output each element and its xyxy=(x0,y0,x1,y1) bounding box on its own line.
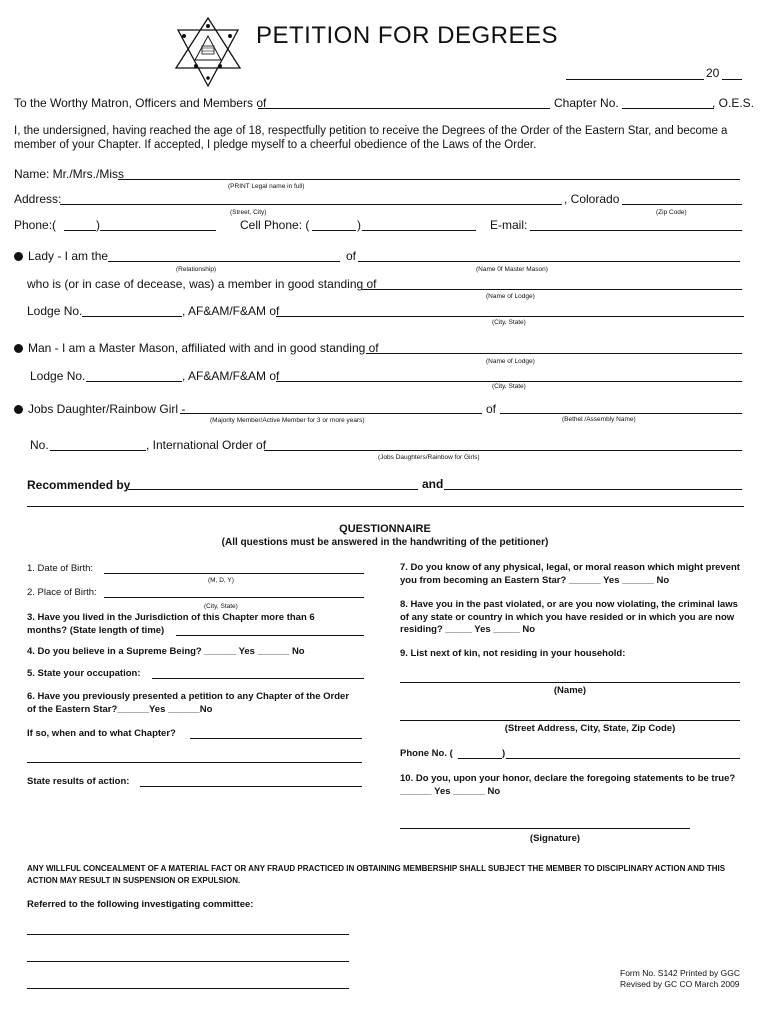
to-worthy-matron-label: To the Worthy Matron, Officers and Members of xyxy=(14,96,267,110)
q7-label: 7. Do you know of any physical, legal, or moral reason which might prevent you from becoming an Eastern Star? ______ Yes ______ No xyxy=(400,562,740,586)
man-city-state-field[interactable] xyxy=(276,381,742,382)
man-lodge-no-field[interactable] xyxy=(86,381,182,382)
recommended-and-label: and xyxy=(422,477,444,491)
relationship-hint: (Relationship) xyxy=(176,266,217,273)
zip-field[interactable] xyxy=(622,204,742,205)
cell-close: ) xyxy=(357,218,361,232)
street-city-hint: (Street, City) xyxy=(230,209,267,216)
cell-phone-field[interactable] xyxy=(362,230,476,231)
occupation-field[interactable] xyxy=(152,678,364,679)
form-number: Form No. S142 Printed by GGC xyxy=(620,968,740,978)
who-is-label: who is (or in case of decease, was) a member in good standing of xyxy=(27,277,377,291)
kin-address-field[interactable] xyxy=(400,720,740,721)
jobs-daughters-hint: (Jobs Daughters/Rainbow for Girls) xyxy=(378,454,480,461)
kin-name-field[interactable] xyxy=(400,682,740,683)
majority-hint: (Majority Member/Active Member for 3 or more years) xyxy=(210,417,365,424)
intl-order-field[interactable] xyxy=(264,450,742,451)
lady-city-state-field[interactable] xyxy=(276,316,744,317)
cell-area-field[interactable] xyxy=(312,230,356,231)
name-field[interactable] xyxy=(118,179,740,180)
recommended-by-field-1[interactable] xyxy=(128,489,418,490)
kin-phone-close: ) xyxy=(502,748,506,759)
q3-label: 3. Have you lived in the Jurisdiction of this Chapter more than 6 months? (State length of time) xyxy=(27,612,315,636)
q2-label: 2. Place of Birth: xyxy=(27,587,97,598)
residence-length-field[interactable] xyxy=(176,635,364,636)
separator-line xyxy=(27,506,744,507)
warning-text: ANY WILLFUL CONCEALMENT OF A MATERIAL FACT OR ANY FRAUD PRACTICED IN OBTAINING MEMBERSHIP SHALL SUBJECT THE MEMBER TO DISCIPLINARY ACTION AND THIS ACTION MAY RESULT IN SUSPENSION OR EXPULSION. xyxy=(27,864,726,885)
oes-label: , O.E.S. xyxy=(712,96,755,110)
state-results-label: State results of action: xyxy=(27,776,130,787)
phone-area-field[interactable] xyxy=(64,230,96,231)
q4-label: 4. Do you believe in a Supreme Being? ______ Yes ______ No xyxy=(27,646,305,657)
q8-label: 8. Have you in the past violated, or are you now violating, the criminal laws of any state or country in which you have resided or in which you are now residing? _____ Yes _____ No xyxy=(400,599,738,635)
previous-chapter-field[interactable] xyxy=(190,738,362,739)
place-of-birth-hint: (City, State) xyxy=(204,603,238,610)
man-label: Man - I am a Master Mason, affiliated with and in good standing of xyxy=(28,341,379,355)
master-mason-name-field[interactable] xyxy=(358,261,740,262)
lady-lodge-name-field[interactable] xyxy=(362,289,742,290)
jobs-of-label: of xyxy=(486,402,497,416)
chapter-no-field[interactable] xyxy=(622,108,714,109)
signature-field[interactable] xyxy=(400,828,690,829)
jobs-no-field[interactable] xyxy=(50,450,146,451)
phone-label: Phone:( xyxy=(14,218,57,232)
state-results-field[interactable] xyxy=(140,786,362,787)
man-lodge-no-label: Lodge No. xyxy=(30,369,86,383)
previous-chapter-field-2[interactable] xyxy=(27,762,362,763)
man-lodge-name-field[interactable] xyxy=(366,353,742,354)
lady-lodge-no-label: Lodge No. xyxy=(27,304,83,318)
bullet-icon xyxy=(14,252,23,261)
bullet-icon xyxy=(14,405,23,414)
intl-order-label: , International Order of xyxy=(146,438,267,452)
chapter-name-field[interactable] xyxy=(258,108,550,109)
majority-member-field[interactable] xyxy=(180,413,482,414)
jobs-label: Jobs Daughter/Rainbow Girl - xyxy=(28,402,186,416)
jobs-row xyxy=(14,402,185,416)
lady-label: Lady - I am the xyxy=(28,249,109,263)
committee-field-2[interactable] xyxy=(27,961,349,962)
name-label: Name: Mr./Mrs./Miss xyxy=(14,167,124,181)
zip-code-hint: (Zip Code) xyxy=(656,209,687,216)
phone-close: ) xyxy=(96,218,100,232)
master-mason-hint: (Name 0f Master Mason) xyxy=(476,266,548,273)
kin-address-hint: (Street Address, City, State, Zip Code) xyxy=(504,723,676,734)
relationship-field[interactable] xyxy=(108,261,340,262)
revised-note: Revised by GC CO March 2009 xyxy=(620,979,740,989)
committee-field-3[interactable] xyxy=(27,988,349,989)
bullet-icon xyxy=(14,344,23,353)
man-row xyxy=(14,341,379,355)
questionnaire-subtitle: (All questions must be answered in the handwriting of the petitioner) xyxy=(221,537,549,548)
dob-field[interactable] xyxy=(104,573,364,574)
bethel-name-field[interactable] xyxy=(500,413,742,414)
recommended-by-field-2[interactable] xyxy=(444,489,742,490)
date-year-prefix: 20 xyxy=(706,66,720,80)
date-year-field[interactable] xyxy=(722,79,742,80)
date-field[interactable] xyxy=(566,79,704,80)
dob-hint: (M, D, Y) xyxy=(208,577,234,584)
cell-phone-label: Cell Phone: ( xyxy=(240,218,310,232)
intro-paragraph: I, the undersigned, having reached the age of 18, respectfully petition to receive the Degrees of the Order of the Eastern Star, and become a member of your Chapter. If accepted, I pledge myself to a cheerful obedience of the Laws of the Order. xyxy=(14,125,728,151)
q6-label: 6. Have you previously presented a petition to any Chapter of the Order of the Eastern Star?______Yes ______No xyxy=(27,691,350,715)
q1-label: 1. Date of Birth: xyxy=(27,563,94,574)
address-label: Address: xyxy=(14,192,62,206)
print-legal-name-hint: (PRINT Legal name in full) xyxy=(228,183,305,190)
questionnaire-title: QUESTIONNAIRE xyxy=(339,523,431,535)
man-city-state-hint: (City, State) xyxy=(492,383,526,390)
q9-label: 9. List next of kin, not residing in your household: xyxy=(400,648,626,659)
lady-lodge-name-hint: (Name of Lodge) xyxy=(486,293,535,300)
email-field[interactable] xyxy=(530,230,742,231)
page-title: PETITION FOR DEGREES xyxy=(256,22,559,49)
phone-field[interactable] xyxy=(100,230,216,231)
referred-label: Referred to the following investigating committee: xyxy=(27,899,254,910)
kin-phone-field[interactable] xyxy=(506,758,740,759)
lady-of-label: of xyxy=(346,249,357,263)
lady-af-label: , AF&AM/F&AM of xyxy=(182,304,280,318)
signature-hint: (Signature) xyxy=(529,833,581,844)
bethel-hint: (Bethel /Assembly Name) xyxy=(562,416,636,423)
q6-if-label: If so, when and to what Chapter? xyxy=(27,728,176,739)
address-field[interactable] xyxy=(60,204,562,205)
committee-field-1[interactable] xyxy=(27,934,349,935)
kin-name-hint: (Name) xyxy=(553,685,587,696)
lady-row xyxy=(14,249,108,263)
man-af-label: , AF&AM/F&AM of xyxy=(182,369,280,383)
q10-label: 10. Do you, upon your honor, declare the foregoing statements to be true? ______ Yes ______ No xyxy=(400,773,736,797)
place-of-birth-field[interactable] xyxy=(104,597,364,598)
email-label: E-mail: xyxy=(490,218,528,232)
q5-label: 5. State your occupation: xyxy=(27,668,141,679)
kin-phone-area-field[interactable] xyxy=(458,758,502,759)
recommended-by-label: Recommended by xyxy=(27,478,131,492)
lady-lodge-no-field[interactable] xyxy=(82,316,182,317)
jobs-no-label: No. xyxy=(30,438,49,452)
colorado-label: , Colorado xyxy=(564,192,620,206)
eastern-star-emblem-icon xyxy=(172,16,244,90)
chapter-no-label: Chapter No. xyxy=(554,96,619,110)
man-lodge-name-hint: (Name of Lodge) xyxy=(486,358,535,365)
lady-city-state-hint: (City, State) xyxy=(492,319,526,326)
kin-phone-label: Phone No. ( xyxy=(400,748,453,759)
